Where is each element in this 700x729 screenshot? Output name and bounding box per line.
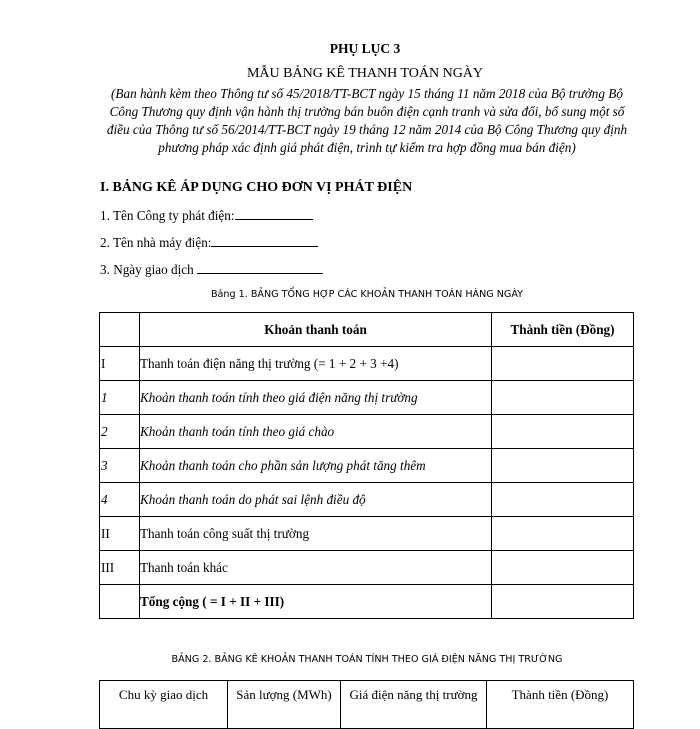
row-index [100, 585, 140, 619]
index-header [100, 313, 140, 347]
row-index: II [100, 517, 140, 551]
row-index: 3 [100, 449, 140, 483]
table-row [100, 347, 634, 381]
row-label: Khoản thanh toán cho phần sản lượng phát tăng thêm [140, 449, 492, 483]
table-row [100, 449, 634, 483]
plant-name-field [100, 234, 318, 251]
energy-volume-header: Sản lượng (MWh) [228, 681, 341, 729]
amount-cell [492, 381, 634, 415]
market-price-header: Giá điện năng thị trường [341, 681, 487, 729]
table-row [100, 551, 634, 585]
plant-name-label: 2. Tên nhà máy điện: [100, 235, 212, 250]
table-row [100, 415, 634, 449]
amount-cell [492, 347, 634, 381]
amount-cell [492, 415, 634, 449]
payment-item-header: Khoản thanh toán [140, 313, 492, 347]
table-row [100, 483, 634, 517]
row-index: 4 [100, 483, 140, 517]
table-row [100, 381, 634, 415]
total-label: Tổng cộng ( = I + II + III) [140, 585, 492, 619]
section-heading: I. BẢNG KÊ ÁP DỤNG CHO ĐƠN VỊ PHÁT ĐIỆN [100, 180, 413, 195]
daily-payment-summary-table [99, 312, 634, 619]
market-price-payment-table [99, 680, 634, 729]
trading-date-field [100, 261, 323, 278]
amount-header: Thành tiền (Đồng) [487, 681, 634, 729]
row-label: Khoản thanh toán do phát sai lệnh điều độ [140, 483, 492, 517]
plant-name-blank [211, 234, 318, 247]
table-header-row [100, 313, 634, 347]
amount-header: Thành tiền (Đồng) [492, 313, 634, 347]
amount-cell [492, 483, 634, 517]
trading-period-header: Chu kỳ giao dịch [100, 681, 228, 729]
row-label: Thanh toán điện năng thị trường (= 1 + 2 + 3 +4) [140, 347, 492, 381]
trading-date-blank [197, 261, 323, 274]
table-row [100, 517, 634, 551]
form-title: MẪU BẢNG KÊ THANH TOÁN NGÀY [246, 66, 484, 81]
table2-caption: BẢNG 2. BẢNG KÊ KHOẢN THANH TOÁN TÍNH THEO GIÁ ĐIỆN NĂNG THỊ TRƯỜNG [171, 654, 563, 665]
row-label: Khoản thanh toán tính theo giá chào [140, 415, 492, 449]
trading-date-label: 3. Ngày giao dịch [100, 262, 194, 277]
table-header-row [100, 681, 634, 729]
table-total-row [100, 585, 634, 619]
row-index: I [100, 347, 140, 381]
company-name-blank [235, 207, 313, 220]
row-label: Thanh toán khác [140, 551, 492, 585]
amount-cell [492, 449, 634, 483]
row-label: Khoản thanh toán tính theo giá điện năng thị trường [140, 381, 492, 415]
amount-cell [492, 551, 634, 585]
company-name-field [100, 207, 313, 224]
row-index: 1 [100, 381, 140, 415]
row-index: 2 [100, 415, 140, 449]
issuance-note: (Ban hành kèm theo Thông tư số 45/2018/TT-BCT ngày 15 tháng 11 năm 2018 của Bộ trưởng Bộ Công Thương quy định vận hành thị trường bán buôn điện cạnh tranh và sửa đổi, bổ sung một số điều của Thông tư số 56/2014/TT-BCT ngày 19 tháng 12 năm 2014 của Bộ Công Thương quy định phương pháp xác định giá phát điện, trình tự kiểm tra hợp đồng mua bán điện) [106, 86, 628, 155]
appendix-title: PHỤ LỤC 3 [329, 41, 401, 56]
row-label: Thanh toán công suất thị trường [140, 517, 492, 551]
table1-caption: Bảng 1. BẢNG TỔNG HỢP CÁC KHOẢN THANH TOÁN HÀNG NGÀY [210, 289, 524, 300]
row-index: III [100, 551, 140, 585]
amount-cell [492, 585, 634, 619]
amount-cell [492, 517, 634, 551]
company-name-label: 1. Tên Công ty phát điện: [100, 208, 235, 223]
